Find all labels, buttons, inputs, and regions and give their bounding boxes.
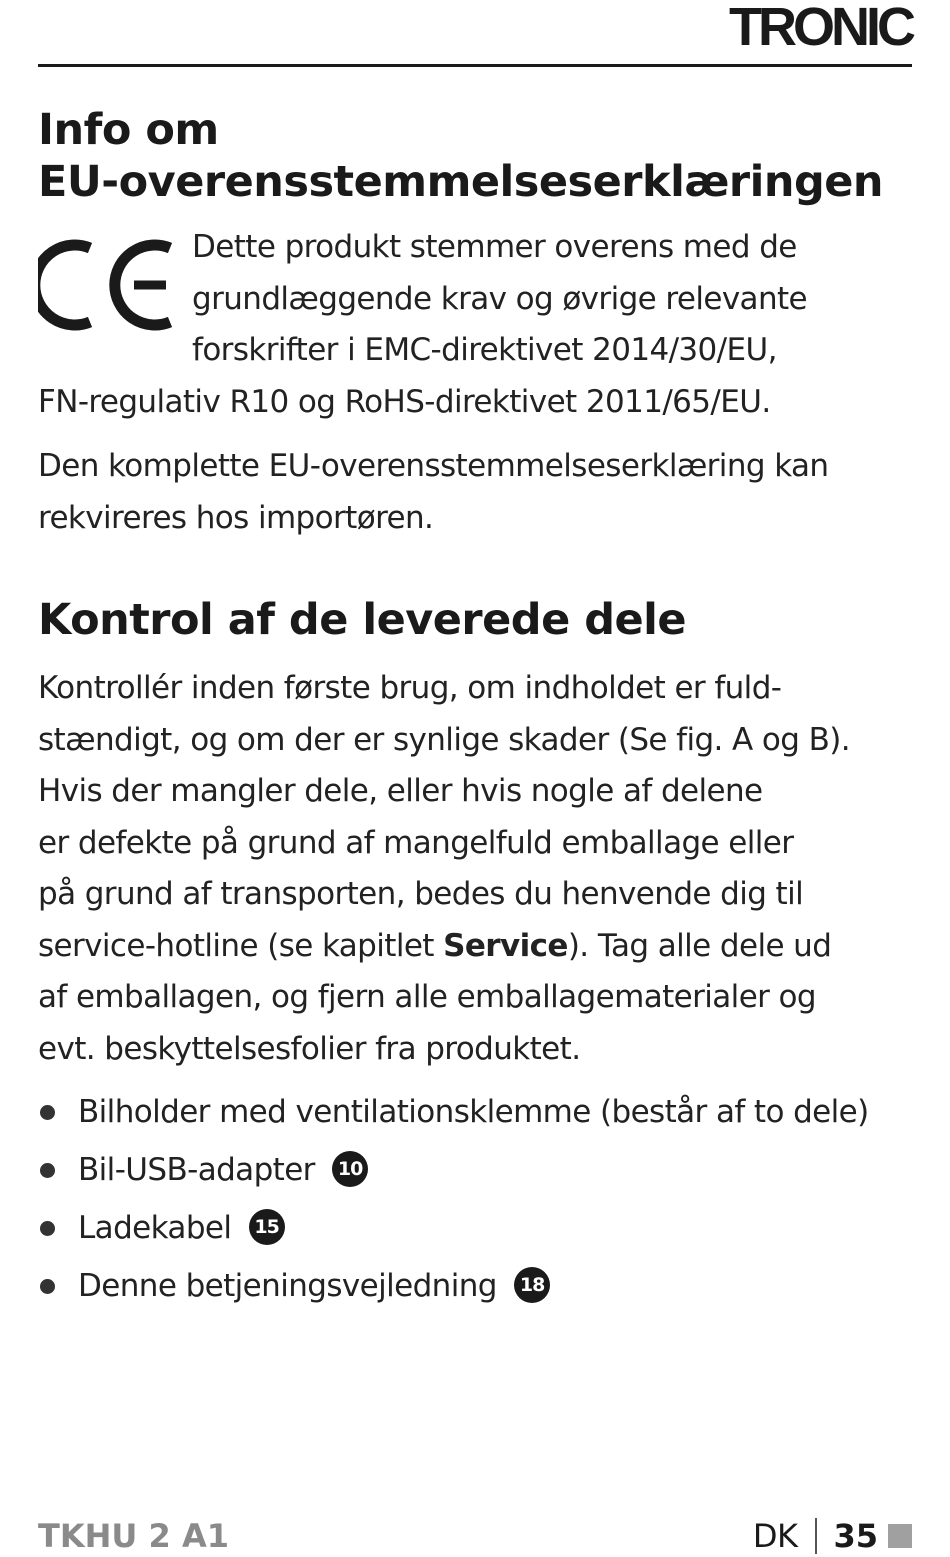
bullet-icon [40, 1105, 55, 1120]
text-line: Hvis der mangler dele, eller hvis nogle af delene [38, 773, 763, 809]
text-line: evt. beskyttelsesfolier fra produktet. [38, 1030, 581, 1067]
list-item [38, 1260, 912, 1318]
footer-model: TKHU 2 A1 [38, 1517, 229, 1555]
bullet-icon [40, 1221, 55, 1236]
text-line: FN-regulativ R10 og RoHS-direktivet 2011/65/EU. [38, 383, 771, 420]
bullet-icon [40, 1279, 55, 1294]
list-item-text: Ladekabel [78, 1210, 232, 1246]
heading-line: EU-overensstemmelseserklæringen [38, 157, 884, 207]
bullet-icon [40, 1163, 55, 1178]
declaration-paragraph [38, 441, 912, 544]
list-item-text: Denne betjeningsvejledning [78, 1268, 497, 1304]
list-item-text: Bilholder med ventilationsklemme (består af to dele) [78, 1094, 869, 1130]
footer-page-info [753, 1516, 912, 1556]
footer-language: DK [752, 1517, 798, 1555]
part-number-badge: 10 [332, 1151, 368, 1187]
service-line-post: ). Tag alle dele ud [567, 927, 832, 964]
text-line: forskrifter i EMC-direktivet 2014/30/EU, [192, 332, 777, 368]
list-item [38, 1086, 912, 1144]
heading-eu-declaration [38, 104, 883, 208]
list-item [38, 1144, 912, 1202]
ce-statement [38, 222, 912, 428]
part-number-badge: 18 [514, 1267, 550, 1303]
text-line: Kontrollér inden første brug, om indholdet er fuld- [38, 670, 782, 706]
parts-paragraph [38, 663, 912, 1075]
text-line: er defekte på grund af mangelfuld emballage eller [38, 824, 794, 861]
list-item [38, 1202, 912, 1260]
text-line: rekvireres hos importøren. [38, 499, 434, 536]
parts-list [38, 1086, 912, 1318]
heading-line: Info om [38, 105, 219, 155]
text-line: af emballagen, og fjern alle emballagematerialer og [38, 979, 817, 1015]
square-icon [888, 1524, 912, 1548]
text-line: Dette produkt stemmer overens med de [192, 229, 797, 265]
service-line-pre: service-hotline (se kapitlet [38, 927, 444, 964]
service-line [38, 921, 912, 973]
list-item-text: Bil-USB-adapter [78, 1152, 315, 1188]
brand-logo: TRONIC [729, 0, 912, 57]
service-chapter-ref: Service [443, 927, 568, 964]
page-number: 35 [833, 1517, 878, 1555]
footer-divider [815, 1518, 817, 1554]
text-line: grundlæggende krav og øvrige relevante [192, 280, 808, 317]
text-line: på grund af transporten, bedes du henvende dig til [38, 876, 804, 912]
part-number-badge: 15 [249, 1209, 285, 1245]
heading-parts-check: Kontrol af de leverede dele [38, 595, 687, 645]
header-divider [38, 64, 912, 67]
manual-page [38, 0, 912, 1557]
text-line: Den komplette EU-overensstemmelseserklæring kan [38, 448, 829, 484]
text-line: stændigt, og om der er synlige skader (Se fig. A og B). [38, 721, 851, 758]
